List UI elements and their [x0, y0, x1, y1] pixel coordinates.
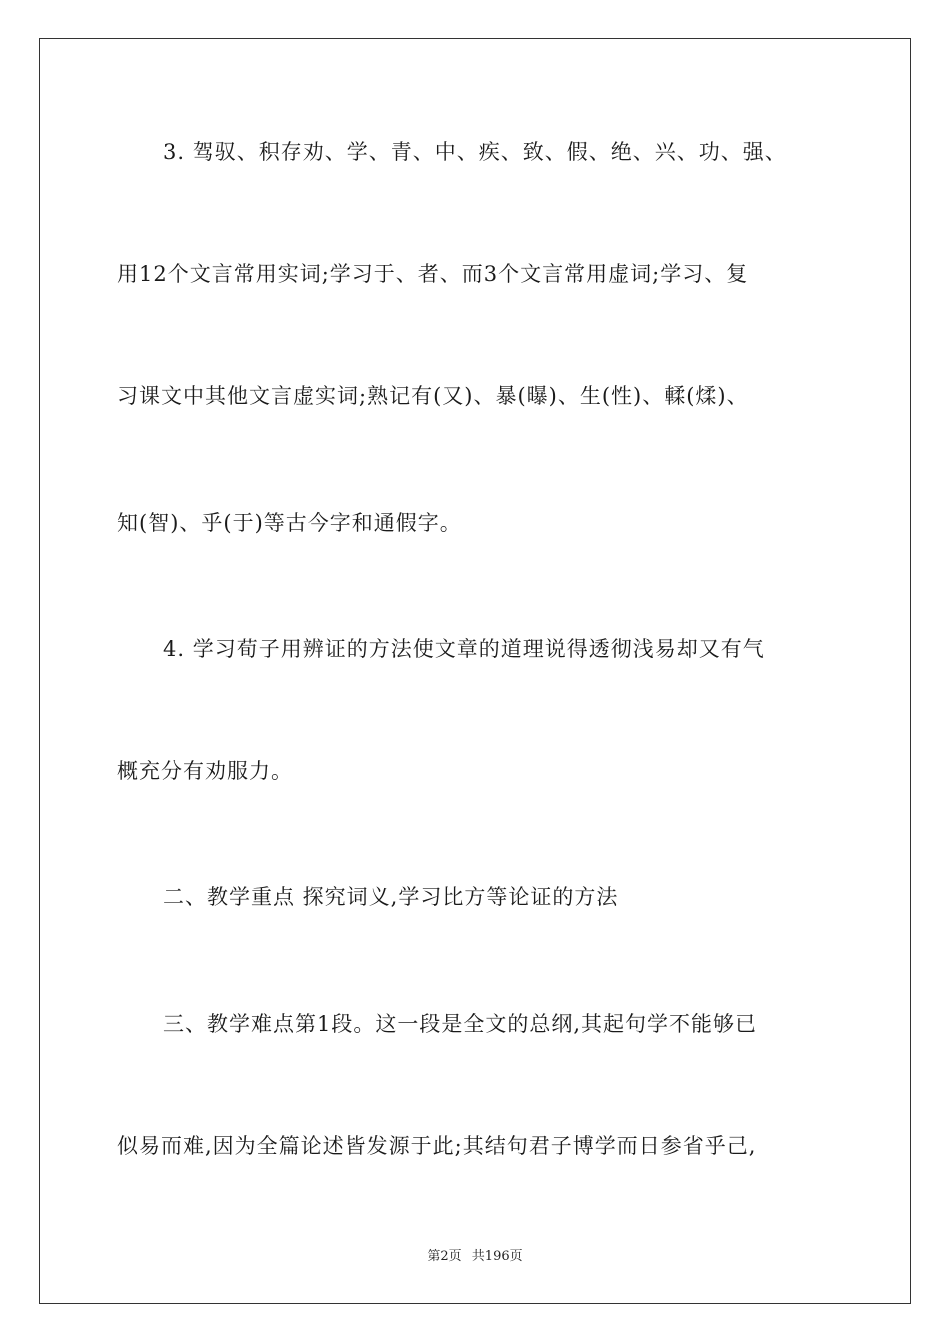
text-line-9: 似易而难,因为全篇论述皆发源于此;其结句君子博学而日参省乎己,	[117, 1134, 757, 1158]
page-footer	[0, 1248, 950, 1266]
page-frame	[39, 38, 911, 1304]
text-line-6: 概充分有劝服力。	[117, 759, 293, 783]
text-line-2: 用12个文言常用实词;学习于、者、而3个文言常用虚词;学习、复	[117, 262, 749, 286]
page-number: 第2页	[427, 1249, 462, 1264]
text-line-7: 二、教学重点 探究词义,学习比方等论证的方法	[163, 885, 619, 909]
text-line-8: 三、教学难点第1段。这一段是全文的总纲,其起句学不能够已	[163, 1012, 758, 1036]
text-line-3: 习课文中其他文言虚实词;熟记有(又)、暴(曝)、生(性)、輮(煣)、	[117, 384, 749, 408]
total-pages: 共196页	[471, 1249, 523, 1264]
text-line-1: 3. 驾驭、积存劝、学、青、中、疾、致、假、绝、兴、功、强、	[163, 140, 787, 164]
text-line-5: 4. 学习荀子用辨证的方法使文章的道理说得透彻浅易却又有气	[163, 637, 765, 661]
text-line-4: 知(智)、乎(于)等古今字和通假字。	[117, 511, 462, 535]
